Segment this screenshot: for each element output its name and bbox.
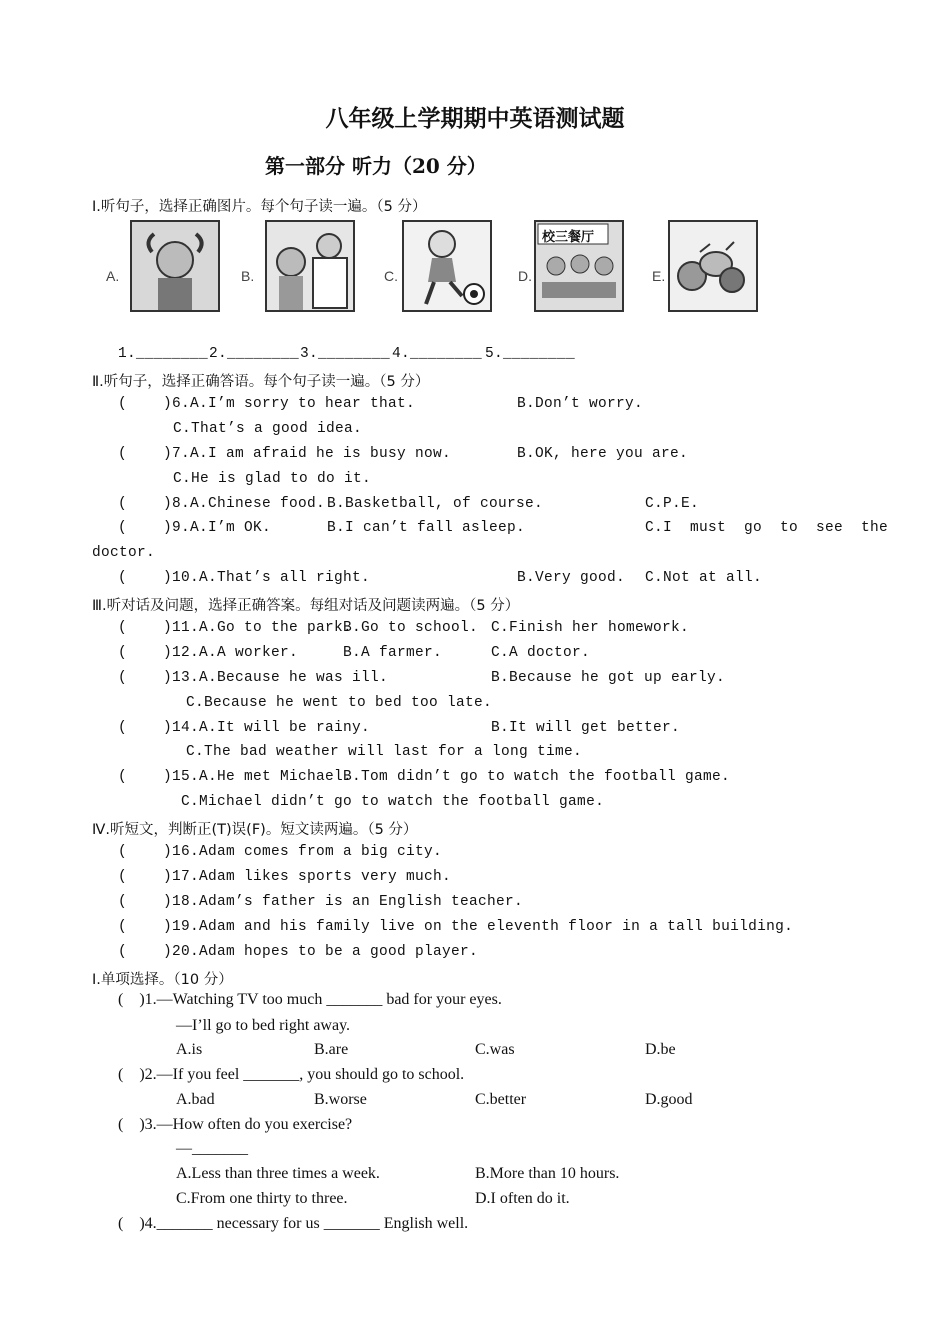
statement-18: ( )18.Adam’s father is an English teacher.	[118, 894, 524, 910]
picture-label-d: D.	[518, 268, 532, 284]
question-15: ( )15.A.He met Michael.	[118, 769, 353, 785]
section-1-heading: Ⅰ.听句子，选择正确图片。每个句子读一遍。（5 分）	[92, 199, 427, 215]
question-13: ( )13.A.Because he was ill.	[118, 670, 389, 686]
question-8-option-c: C.P.E.	[645, 496, 700, 512]
sick-child-icon	[132, 222, 218, 310]
mc-1-option-d: D.be	[645, 1041, 676, 1058]
mc-1-option-c: C.was	[475, 1041, 515, 1058]
question-9-option-b: B.I can’t fall asleep.	[327, 520, 526, 536]
mc-3-option-d: D.I often do it.	[475, 1190, 570, 1207]
mc-3-option-b: B.More than 10 hours.	[475, 1165, 620, 1182]
blank-2: 2.________	[209, 346, 300, 362]
question-7: ( )7.A.I am afraid he is busy now.	[118, 446, 452, 462]
question-8-option-b: B.Basketball, of course.	[327, 496, 544, 512]
picture-label-e: E.	[652, 268, 666, 284]
statement-17: ( )17.Adam likes sports very much.	[118, 869, 452, 885]
question-9: ( )9.A.I’m OK.	[118, 520, 272, 536]
question-13-option-b: B.Because he got up early.	[491, 670, 726, 686]
fruit-picture	[668, 220, 758, 312]
statement-20: ( )20.Adam hopes to be a good player.	[118, 944, 479, 960]
mc-question-3-reply: —_______	[176, 1140, 248, 1157]
section-5-heading: Ⅰ.单项选择。（10 分）	[92, 972, 233, 988]
question-11: ( )11.A.Go to the park.	[118, 620, 353, 636]
mc-question-1-reply: —I’ll go to bed right away.	[176, 1017, 351, 1034]
mc-question-3: ( )3.—How often do you exercise?	[118, 1116, 353, 1133]
question-14-option-c: C.The bad weather will last for a long time.	[186, 744, 583, 760]
fruit-icon	[670, 222, 756, 310]
question-6-option-b: B.Don’t worry.	[517, 396, 644, 412]
football-girl-icon	[404, 222, 490, 310]
question-12: ( )12.A.A worker.	[118, 645, 299, 661]
question-14-option-b: B.It will get better.	[491, 720, 681, 736]
section-4-heading: Ⅳ.听短文，判断正(T)误(F)。短文读两遍。（5 分）	[92, 822, 418, 838]
mc-2-option-c: C.better	[475, 1091, 527, 1108]
question-12-option-c: C.A doctor.	[491, 645, 591, 661]
question-11-option-c: C.Finish her homework.	[491, 620, 690, 636]
statement-19: ( )19.Adam and his family live on the eleventh floor in a tall building.	[118, 919, 794, 935]
mc-question-1: ( )1.—Watching TV too much _______ bad for your eyes.	[118, 991, 502, 1008]
question-10-option-b: B.Very good.	[517, 570, 626, 586]
picture-label-a: A.	[106, 268, 120, 284]
section-3-heading: Ⅲ.听对话及问题，选择正确答案。每组对话及问题读两遍。（5 分）	[92, 598, 520, 614]
mc-1-option-a: A.is	[176, 1041, 203, 1058]
page-title: 八年级上学期期中英语测试题	[325, 105, 625, 132]
question-9-continuation: doctor.	[92, 545, 156, 561]
question-15-option-c: C.Michael didn’t go to watch the football game.	[181, 794, 605, 810]
blank-3: 3.________	[300, 346, 391, 362]
mc-2-option-d: D.good	[645, 1091, 693, 1108]
mc-3-option-a: A.Less than three times a week.	[176, 1165, 380, 1182]
mc-1-option-b: B.are	[314, 1041, 349, 1058]
section-2-heading: Ⅱ.听句子，选择正确答语。每个句子读一遍。（5 分）	[92, 374, 430, 390]
question-10-option-c: C.Not at all.	[645, 570, 763, 586]
picture-label-c: C.	[384, 268, 398, 284]
mc-3-option-c: C.From one thirty to three.	[176, 1190, 348, 1207]
mc-2-option-a: A.bad	[176, 1091, 215, 1108]
question-10: ( )10.A.That’s all right.	[118, 570, 371, 586]
question-12-option-b: B.A farmer.	[343, 645, 443, 661]
doctor-icon	[267, 222, 353, 310]
doctor-picture	[265, 220, 355, 312]
mc-question-4: ( )4._______ necessary for us _______ English well.	[118, 1215, 469, 1232]
question-7-option-c: C.He is glad to do it.	[173, 471, 372, 487]
sick-child-picture	[130, 220, 220, 312]
picture-label-b: B.	[241, 268, 255, 284]
mc-question-2: ( )2.—If you feel _______, you should go to school.	[118, 1066, 465, 1083]
canteen-sign: 校三餐厅	[542, 230, 595, 245]
question-14: ( )14.A.It will be rainy.	[118, 720, 371, 736]
blank-5: 5.________	[485, 346, 576, 362]
question-6-option-c: C.That’s a good idea.	[173, 421, 363, 437]
blank-1: 1.________	[118, 346, 209, 362]
question-7-option-b: B.OK, here you are.	[517, 446, 689, 462]
blank-4: 4.________	[392, 346, 483, 362]
mc-2-option-b: B.worse	[314, 1091, 367, 1108]
question-15-option-b: B.Tom didn’t go to watch the football game.	[343, 769, 731, 785]
question-11-option-b: B.Go to school.	[343, 620, 479, 636]
statement-16: ( )16.Adam comes from a big city.	[118, 844, 443, 860]
question-13-option-c: C.Because he went to bed too late.	[186, 695, 493, 711]
question-9-option-c: C.I must go to see the	[645, 520, 889, 536]
question-6: ( )6.A.I’m sorry to hear that.	[118, 396, 416, 412]
section-subtitle: 第一部分 听力（20 分）	[265, 154, 487, 178]
question-8: ( )8.A.Chinese food.	[118, 496, 326, 512]
canteen-picture	[534, 220, 624, 312]
football-girl-picture	[402, 220, 492, 312]
